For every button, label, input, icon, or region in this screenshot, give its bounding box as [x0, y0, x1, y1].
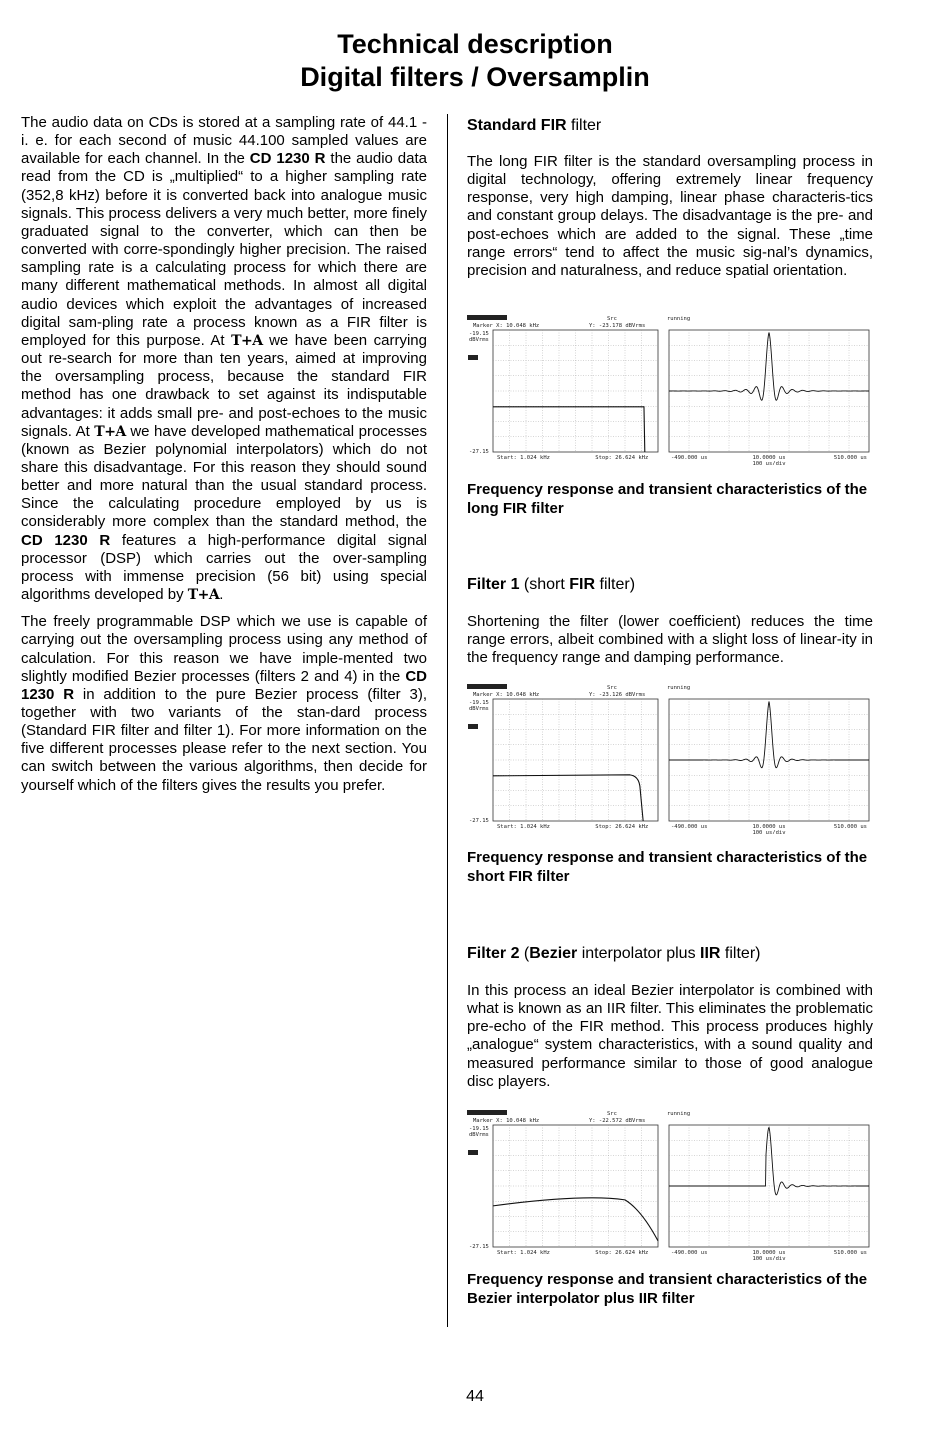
y-readout: Y: -23.178 dBVrms — [589, 323, 646, 329]
src-label: Src — [607, 1111, 617, 1117]
src-label: Src — [607, 316, 617, 322]
heading-text: filter — [566, 117, 602, 134]
frequency-response-curve — [493, 775, 643, 821]
model-name: CD 1230 R — [21, 531, 111, 549]
heading-bold: Bezier — [529, 945, 578, 962]
analyzer-plot — [467, 682, 873, 834]
heading-bold: Standard FIR — [467, 117, 567, 134]
marker-readout: Marker X: 10.048 kHz — [473, 1118, 540, 1124]
y-unit-label: dBVrms — [469, 337, 489, 343]
time-mid-tick: 10.0000 us — [752, 455, 786, 461]
header-block — [467, 1110, 507, 1115]
analyzer-plot — [467, 313, 873, 465]
y-readout: Y: -22.572 dBVrms — [589, 1118, 646, 1124]
text-run: The audio data on CDs is stored at a sampling rate of 44.1 - i. e. for each second of music 44.100 sampled values are available for each channel. In the — [21, 114, 427, 168]
marker-readout: Marker X: 10.048 kHz — [473, 323, 540, 329]
heading-bold: IIR — [700, 945, 721, 962]
header-block — [467, 315, 507, 320]
time-left-tick: -490.000 us — [671, 1250, 708, 1256]
y-top-tick: -19.15 — [469, 700, 489, 706]
stop-frequency: Stop: 26.624 kHz — [595, 1250, 649, 1256]
running-label: running — [667, 316, 691, 322]
marker-readout: Marker X: 10.048 kHz — [473, 692, 540, 698]
time-right-tick: 510.000 us — [833, 455, 867, 461]
section-body-filter-1: Shortening the filter (lower coefficient) reduces the time range errors, albeit combined with a slight loss of linear-ity in the frequency range and damping performance. — [467, 613, 873, 667]
text-run: we have developed mathematical processes (known as Bezier polynomial interpolators) which do not share this disadvantage. For this reason they should sound better and more natural than the usual standard process. Since the calculating procedure employed by us is considerably more complex than the standard method, the — [21, 422, 427, 531]
frequency-response-curve — [493, 407, 645, 452]
heading-bold: Filter 1 — [467, 576, 520, 593]
time-div-label: 100 us/div — [752, 1256, 786, 1260]
page-number: 44 — [466, 1388, 484, 1405]
text-run: The freely programmable DSP which we use is capable of carrying out the oversampling process using any method of calculation. For this reason we have imple-mented two slightly modified Bezier processes (filters 2 and 4) in the — [21, 613, 427, 685]
section-heading-filter-1 — [467, 575, 873, 595]
y-top-tick: -19.15 — [469, 1126, 489, 1132]
caption-filter-1: Frequency response and transient characteristics of the short FIR filter — [467, 849, 868, 885]
stop-frequency: Stop: 26.624 kHz — [595, 455, 649, 461]
y-unit-label: dBVrms — [469, 1132, 489, 1138]
header-block — [467, 684, 507, 689]
running-label: running — [667, 1111, 691, 1117]
heading-text: ( — [519, 945, 530, 962]
y-readout: Y: -23.126 dBVrms — [589, 692, 646, 698]
brand-logo: T+A — [231, 332, 263, 349]
time-div-label: 100 us/div — [752, 461, 786, 465]
heading-text: filter) — [595, 576, 636, 593]
heading-bold: FIR — [569, 576, 596, 593]
text-run: we have been carrying out re-search for more than ten years, aimed at improving the oversampling process, because the standard FIR method has one drawback to set against its indisputable advantages: it adds small pre- and post-echoes to the music signals. At — [21, 331, 427, 440]
time-right-tick: 510.000 us — [833, 824, 867, 830]
section-heading-filter-2 — [467, 944, 873, 964]
src-label: Src — [607, 685, 617, 691]
running-label: running — [667, 685, 691, 691]
start-frequency: Start: 1.024 kHz — [497, 455, 550, 461]
section-body-standard-fir: The long FIR filter is the standard oversampling process in digital technology, offering extremely linear frequency response, very high damping, linear phase characteris-tics and constant group delays. The disadvantage is the pre- and post-echoes which are added to the signal. These „time range errors“ tend to affect the music sig-nal’s dynamics, precision and naturalness, and reduce spatial orientation. — [467, 153, 873, 279]
section-heading-standard-fir — [467, 116, 873, 136]
brand-logo: T+A — [94, 423, 126, 440]
y-bottom-tick: -27.15 — [469, 1244, 489, 1250]
y-bottom-tick: -27.15 — [469, 449, 489, 455]
title-line-2: Digital filters / Oversamplin — [300, 62, 650, 92]
figure-filter-1 — [467, 682, 873, 834]
stop-frequency: Stop: 26.624 kHz — [595, 824, 649, 830]
section-body-filter-2: In this process an ideal Bezier interpolator is combined with what is known as an IIR filter. This eliminates the problematic pre-echo of the FIR method. This process produces highly „analogue“ system characteristics, with a sound quality and measured performance similar to those of good analogue disc players. — [467, 982, 873, 1090]
heading-text: interpolator plus — [577, 945, 701, 962]
start-frequency: Start: 1.024 kHz — [497, 824, 550, 830]
text-run: features a high-performance digital signal processor (DSP) which carries out the over-sampling process with immense precision (56 bit) using special algorithms developed by — [21, 531, 428, 604]
dsp-paragraph — [21, 613, 427, 795]
time-mid-tick: 10.0000 us — [752, 1250, 786, 1256]
text-run: in addition to the pure Bezier process (filter 3), together with two variants of the stan-dard process (Standard FIR filter and filter 1). For more information on the five different processes please refer to the next section. You can switch between the various algorithms, then decide for yourself which of the filters gives the results you prefer. — [21, 685, 427, 794]
start-frequency: Start: 1.024 kHz — [497, 1250, 550, 1256]
heading-text: filter) — [720, 945, 761, 962]
page-title — [0, 28, 950, 94]
text-run: the audio data read from the CD is „multiplied“ to a higher sampling rate (352,8 kHz) before it is converted back into analogue music signals. This process delivers a very much better, more finely graduated signal to the converter, which can then be converted with corre-spondingly higher precision. The raised sampling rate is a calculating process for which there are many different mathematical methods. In almost all digital audio devices which exploit the advantages of increased digital sam-pling rate a process known as a FIR filter is employed for this purpose. At — [21, 150, 427, 349]
time-div-label: 100 us/div — [752, 830, 786, 834]
intro-paragraph — [21, 114, 427, 604]
brand-logo: T+A — [187, 587, 220, 604]
time-left-tick: -490.000 us — [671, 824, 708, 830]
time-right-tick: 510.000 us — [833, 1250, 867, 1256]
scale-block — [468, 355, 478, 360]
title-line-1: Technical description — [337, 29, 613, 59]
caption-standard-fir: Frequency response and transient characteristics of the long FIR filter — [467, 481, 868, 517]
column-divider — [447, 114, 448, 1327]
y-bottom-tick: -27.15 — [469, 818, 489, 824]
heading-bold: Filter 2 — [467, 945, 520, 962]
figure-standard-fir — [467, 313, 873, 465]
figure-filter-2 — [467, 1108, 873, 1260]
left-column — [21, 114, 427, 804]
model-name: CD 1230 R — [249, 150, 326, 168]
heading-text: (short — [519, 576, 570, 593]
model-name: CD 1230 R — [21, 667, 427, 703]
time-mid-tick: 10.0000 us — [752, 824, 786, 830]
scale-block — [468, 1150, 478, 1155]
y-top-tick: -19.15 — [469, 331, 489, 337]
analyzer-plot — [467, 1108, 873, 1260]
caption-filter-2: Frequency response and transient characteristics of the Bezier interpolator plus IIR filter — [467, 1271, 868, 1307]
time-left-tick: -490.000 us — [671, 455, 708, 461]
text-run: . — [219, 586, 224, 604]
frequency-response-curve — [493, 1198, 658, 1241]
y-unit-label: dBVrms — [469, 706, 489, 712]
scale-block — [468, 724, 478, 729]
